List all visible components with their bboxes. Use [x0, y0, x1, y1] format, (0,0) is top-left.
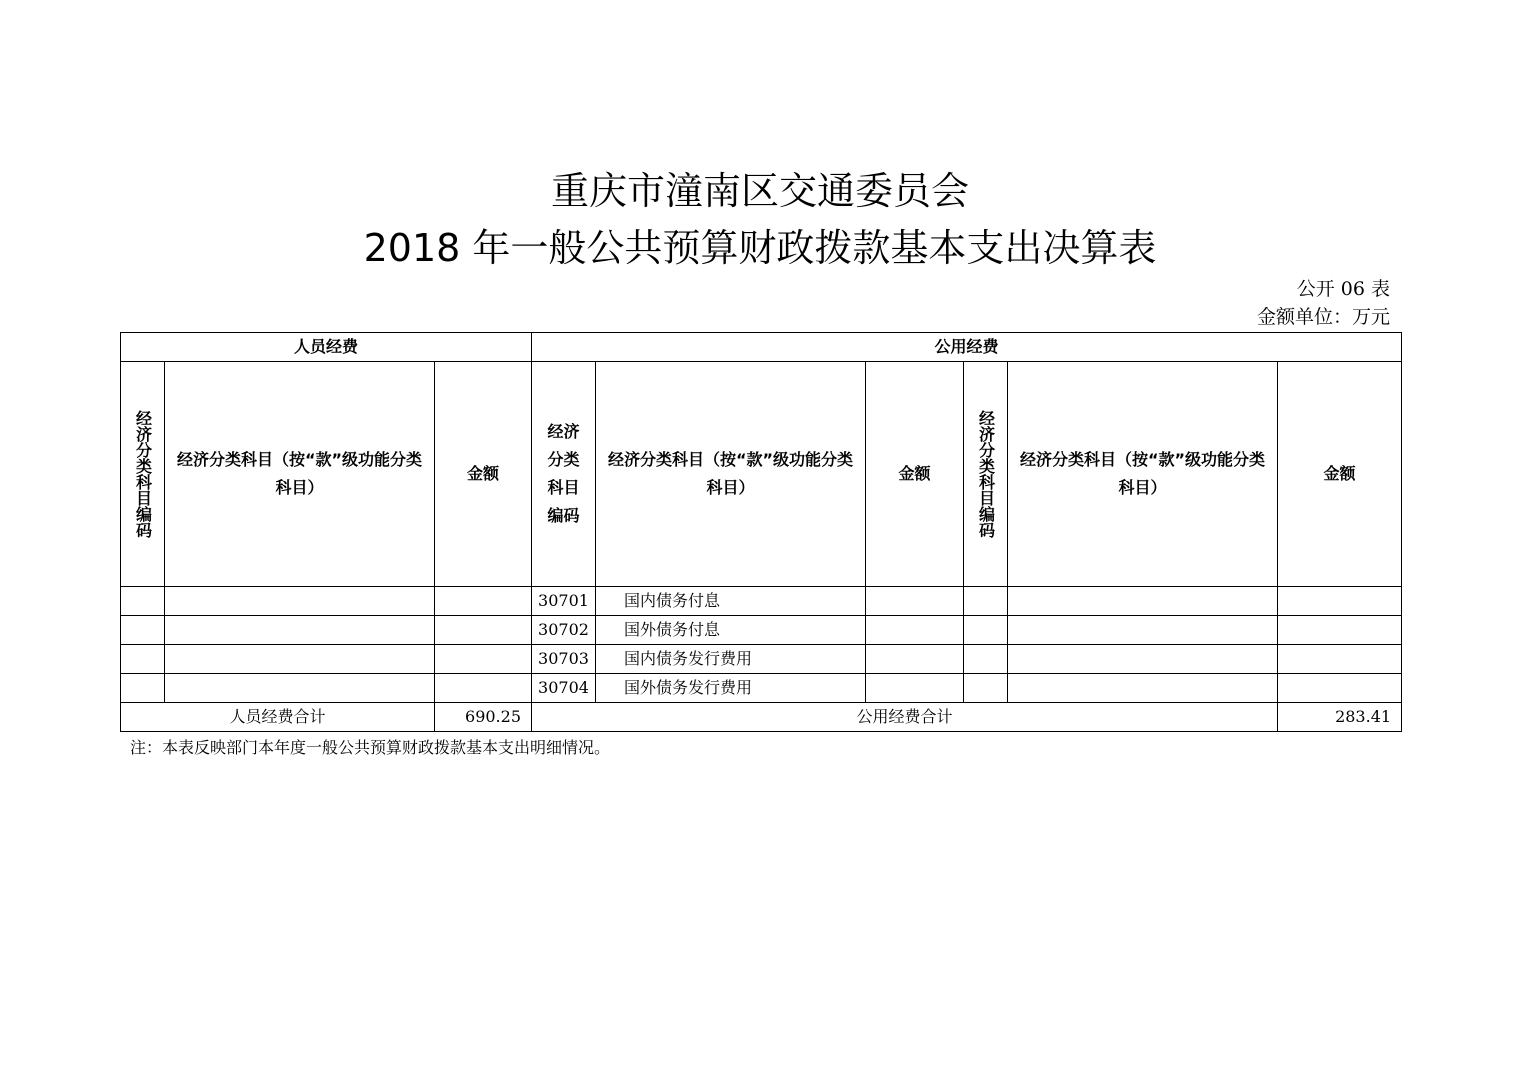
- public-amount-header-2: 金额: [1278, 362, 1402, 587]
- public-amount-cell: [866, 587, 964, 616]
- personnel-name-header-text: 经济分类科目（按“款”级功能分类科目）: [176, 450, 423, 497]
- public-amount-cell-2: [1278, 674, 1402, 703]
- public-code-header-2: [964, 362, 1008, 587]
- amount-unit: 金额单位：万元: [1256, 306, 1390, 328]
- public-code-header-1: [532, 362, 596, 587]
- public-name-cell: 国内债务发行费用: [596, 645, 866, 674]
- public-name-header-2-text: 经济分类科目（按“款”级功能分类科目）: [1019, 450, 1266, 497]
- totals-row: [121, 703, 1402, 732]
- public-name-cell: 国外债务发行费用: [596, 674, 866, 703]
- public-group-header: 公用经费: [532, 333, 1402, 362]
- page-title: 重庆市潼南区交通委员会: [550, 169, 969, 213]
- personnel-amount-cell: [435, 616, 532, 645]
- public-code-header-1-text: 经济分类科目编码: [547, 422, 580, 525]
- table-row: [121, 674, 1402, 703]
- personnel-name-header: [165, 362, 435, 587]
- public-amount-cell: [866, 674, 964, 703]
- personnel-amount-cell: [435, 645, 532, 674]
- table-row: [121, 616, 1402, 645]
- public-code-cell: 30702: [532, 616, 596, 645]
- personnel-name-cell: [165, 616, 435, 645]
- public-name-cell: 国外债务付息: [596, 616, 866, 645]
- table-row: [121, 645, 1402, 674]
- personnel-total-label: 人员经费合计: [121, 703, 435, 732]
- budget-table: [120, 332, 1402, 732]
- public-name-header-2: [1008, 362, 1278, 587]
- personnel-name-cell: [165, 587, 435, 616]
- personnel-amount-cell: [435, 674, 532, 703]
- personnel-code-header: [121, 362, 165, 587]
- public-name-cell-2: [1008, 674, 1278, 703]
- personnel-name-cell: [165, 645, 435, 674]
- public-code-cell-2: [964, 674, 1008, 703]
- public-name-cell-2: [1008, 587, 1278, 616]
- personnel-total-value: 690.25: [435, 703, 532, 732]
- public-amount-cell: [866, 616, 964, 645]
- public-code-cell: 30704: [532, 674, 596, 703]
- personnel-code-cell: [121, 587, 165, 616]
- table-note: 注：本表反映部门本年度一般公共预算财政拨款基本支出明细情况。: [130, 738, 611, 757]
- personnel-amount-cell: [435, 587, 532, 616]
- public-name-header-1: [596, 362, 866, 587]
- public-code-header-2-text: 经济分类科目编码: [976, 410, 996, 538]
- public-amount-cell-2: [1278, 587, 1402, 616]
- public-name-cell-2: [1008, 645, 1278, 674]
- public-code-cell: 30703: [532, 645, 596, 674]
- personnel-code-cell: [121, 616, 165, 645]
- page-subtitle: 2018 年一般公共预算财政拨款基本支出决算表: [363, 226, 1157, 270]
- personnel-code-cell: [121, 674, 165, 703]
- personnel-code-header-text: 经济分类科目编码: [133, 410, 153, 538]
- group-header-row: [121, 333, 1402, 362]
- public-amount-cell-2: [1278, 645, 1402, 674]
- public-name-cell-2: [1008, 616, 1278, 645]
- public-code-cell: 30701: [532, 587, 596, 616]
- personnel-amount-header: 金额: [435, 362, 532, 587]
- public-amount-cell: [866, 645, 964, 674]
- public-name-cell: 国内债务付息: [596, 587, 866, 616]
- public-code-cell-2: [964, 616, 1008, 645]
- personnel-name-cell: [165, 674, 435, 703]
- public-code-cell-2: [964, 587, 1008, 616]
- table-row: [121, 587, 1402, 616]
- personnel-group-header: 人员经费: [121, 333, 532, 362]
- public-code-cell-2: [964, 645, 1008, 674]
- form-number: 公开 06 表: [1296, 278, 1390, 300]
- personnel-code-cell: [121, 645, 165, 674]
- public-name-header-1-text: 经济分类科目（按“款”级功能分类科目）: [607, 450, 854, 497]
- public-amount-cell-2: [1278, 616, 1402, 645]
- column-header-row: [121, 362, 1402, 587]
- public-total-value: 283.41: [1278, 703, 1402, 732]
- public-total-label: 公用经费合计: [532, 703, 1278, 732]
- public-amount-header-1: 金额: [866, 362, 964, 587]
